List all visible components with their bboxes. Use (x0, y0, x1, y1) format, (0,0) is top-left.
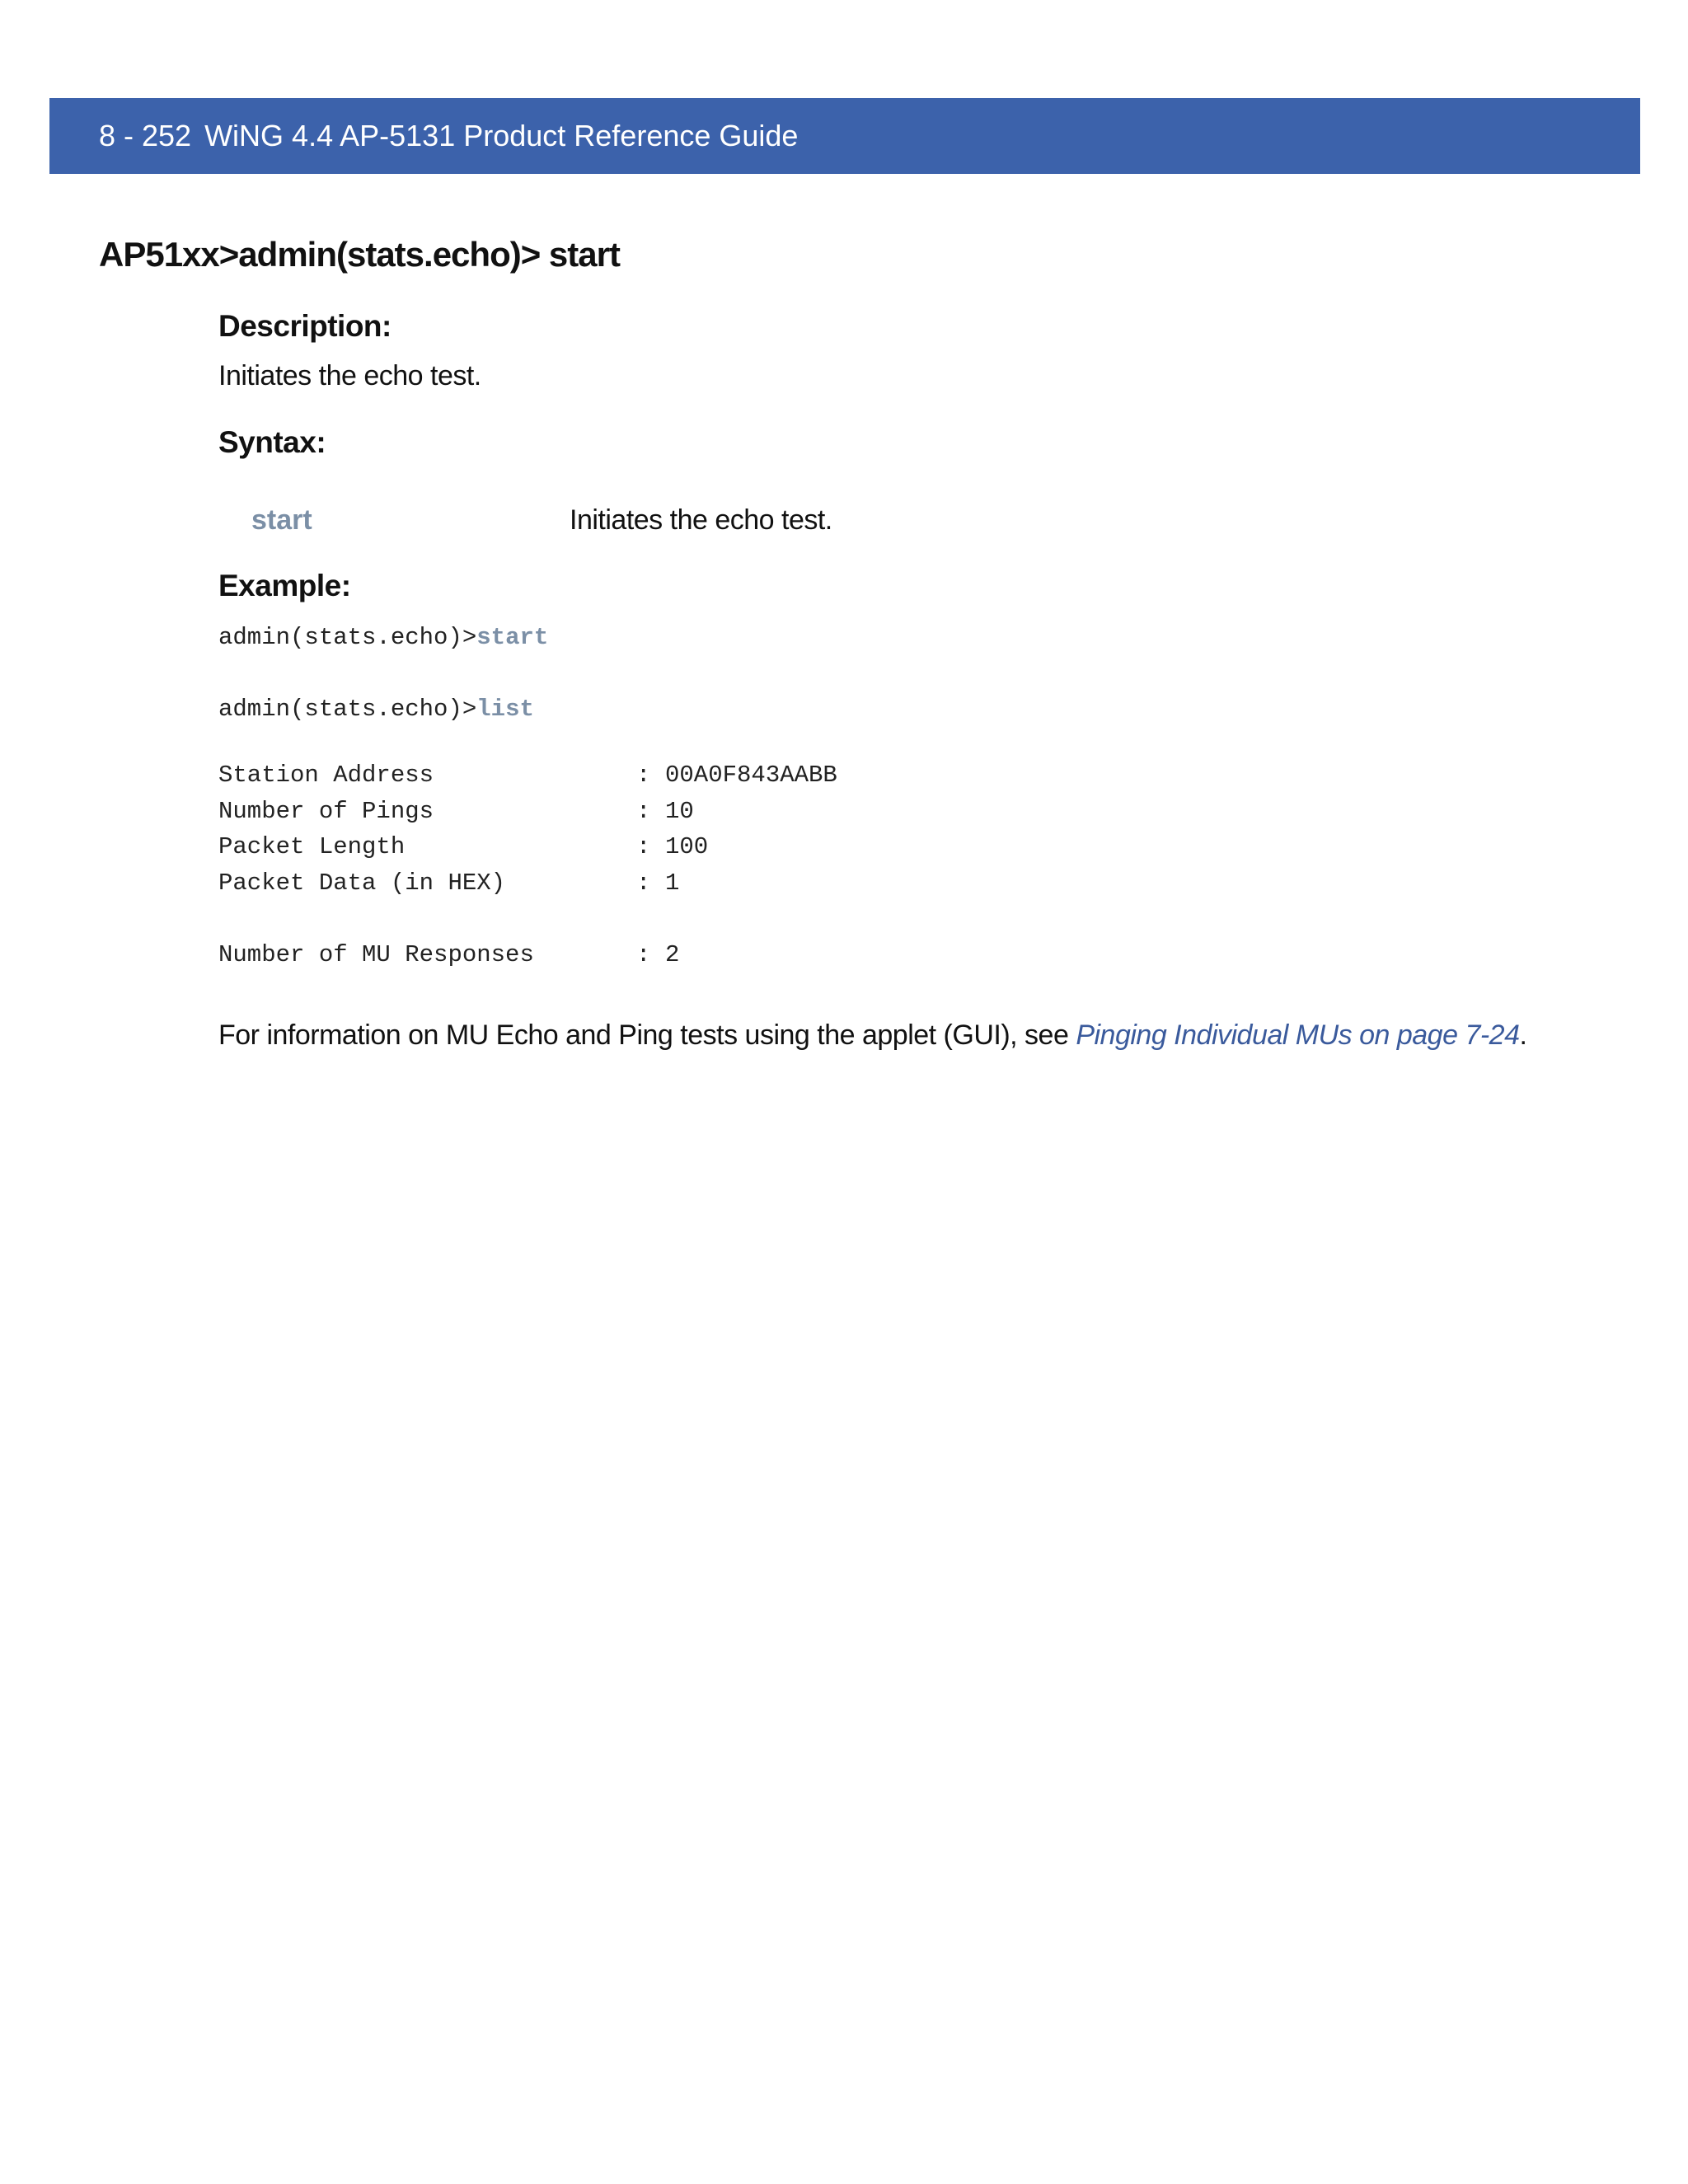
field-label: Packet Length (218, 833, 406, 860)
description-heading: Description: (218, 309, 392, 343)
syntax-param-description: Initiates the echo test. (570, 504, 832, 536)
field-value: 100 (665, 833, 709, 860)
header-title (99, 98, 798, 174)
page-number: 8 - 252 (99, 119, 192, 152)
field-value: 10 (665, 798, 694, 825)
guide-title: WiNG 4.4 AP-5131 Product Reference Guide (204, 119, 799, 152)
field-separator: : (636, 941, 651, 968)
field-separator: : (636, 798, 651, 825)
syntax-heading: Syntax: (218, 425, 326, 459)
field-separator: : (636, 833, 651, 860)
cross-reference-note (218, 1019, 1526, 1052)
example-heading: Example: (218, 569, 351, 602)
note-text: For information on MU Echo and Ping tests using the applet (GUI), see (218, 1019, 1076, 1051)
code-prompt: admin(stats.echo)> (218, 624, 477, 651)
code-command: start (476, 624, 549, 651)
code-prompt: admin(stats.echo)> (218, 696, 477, 723)
field-label: Packet Data (in HEX) (218, 869, 506, 897)
code-line-start (218, 624, 548, 651)
page-header (49, 98, 1640, 174)
description-text: Initiates the echo test. (218, 360, 481, 391)
cross-reference-link[interactable]: Pinging Individual MUs on page 7-24 (1076, 1019, 1520, 1051)
syntax-param: start (251, 504, 312, 536)
field-label: Number of MU Responses (218, 941, 534, 968)
code-line-list (218, 696, 534, 723)
syntax-table-row (218, 504, 1372, 546)
field-separator: : (636, 762, 651, 789)
field-separator: : (636, 869, 651, 897)
field-value: 00A0F843AABB (665, 762, 837, 789)
field-label: Station Address (218, 762, 434, 789)
command-title: AP51xx>admin(stats.echo)> start (99, 235, 620, 274)
code-command: list (476, 696, 534, 723)
field-value: 2 (665, 941, 680, 968)
field-label: Number of Pings (218, 798, 434, 825)
field-value: 1 (665, 869, 680, 897)
note-period: . (1519, 1019, 1527, 1051)
